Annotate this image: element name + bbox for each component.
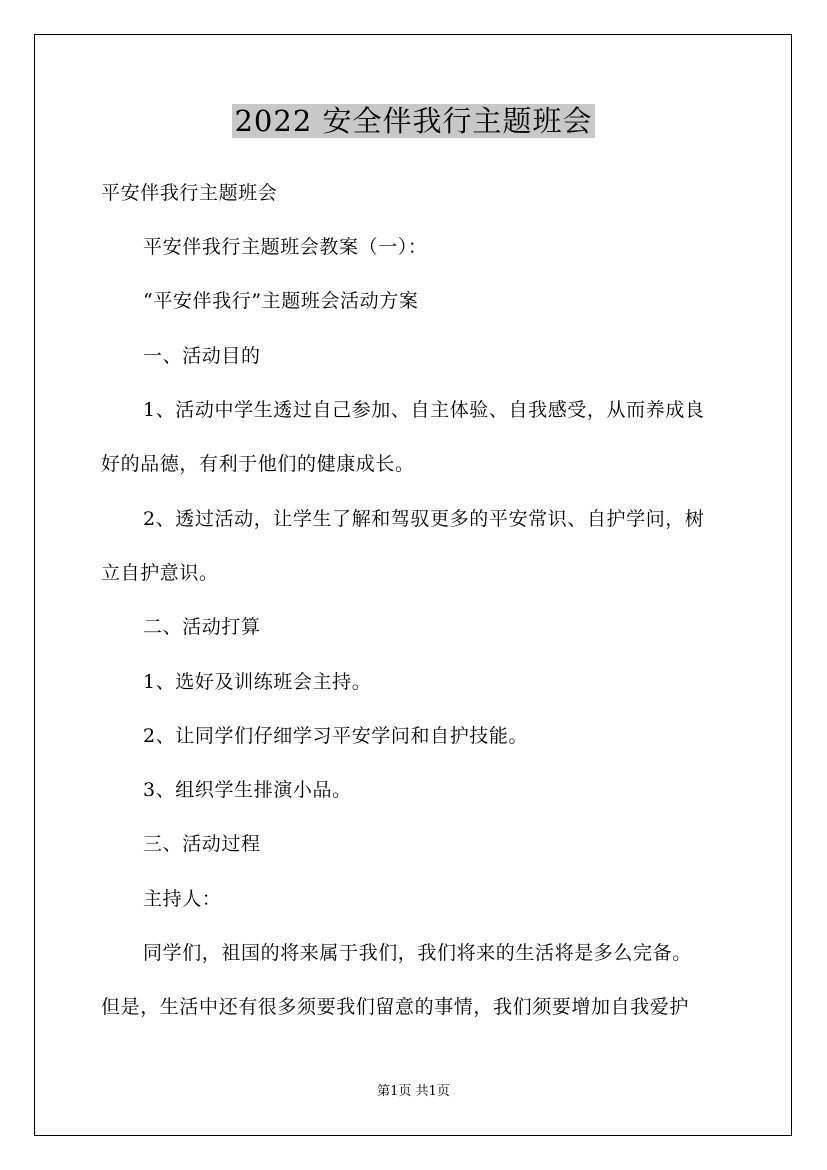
paragraph-line: 2、透过活动，让学生了解和驾驭更多的平安常识、自护学问，树: [143, 508, 705, 530]
paragraph-line: 好的品德，有利于他们的健康成长。: [101, 453, 415, 475]
section-heading: 三、活动过程: [143, 833, 261, 855]
paragraph-line: 主持人：: [143, 888, 222, 910]
paragraph-line: 但是，生活中还有很多须要我们留意的事情，我们须要增加自我爱护: [101, 996, 690, 1018]
paragraph-line: 同学们，祖国的将来属于我们，我们将来的生活将是多么完备。: [143, 942, 692, 964]
document-title-text: 2022 安全伴我行主题班会: [234, 104, 593, 138]
document-title: [0, 101, 827, 141]
paragraph-line: 1、活动中学生透过自己参加、自主体验、自我感受，从而养成良: [143, 399, 705, 421]
paragraph-line: 立自护意识。: [101, 562, 219, 584]
page-footer: 第1页 共1页: [377, 1084, 450, 1099]
paragraph-line: 3、组织学生排演小品。: [143, 779, 352, 801]
section-heading: 一、活动目的: [143, 345, 261, 367]
paragraph-line: 平安伴我行主题班会教案（一）：: [143, 236, 428, 258]
subtitle-line: 平安伴我行主题班会: [101, 182, 278, 204]
section-heading: 二、活动打算: [143, 616, 261, 638]
paragraph-line: 1、选好及训练班会主持。: [143, 671, 372, 693]
paragraph-line: 2、让同学们仔细学习平安学问和自护技能。: [143, 725, 529, 747]
paragraph-line: “平安伴我行”主题班会活动方案: [143, 290, 419, 312]
